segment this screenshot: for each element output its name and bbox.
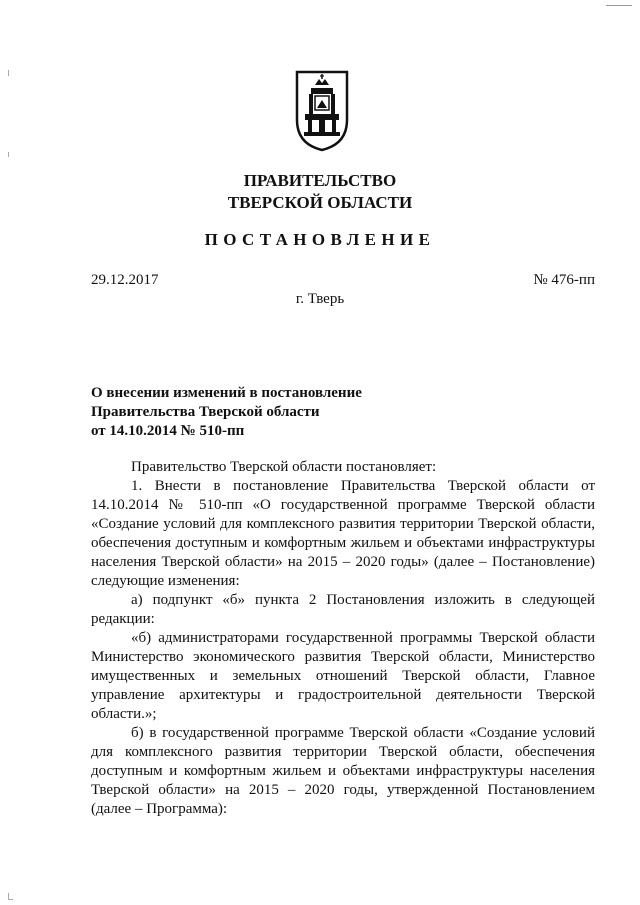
document-subject (91, 384, 511, 441)
body-paragraph: б) в государственной программе Тверской области «Создание условий для комплексного развития территории Тверской области, обеспечения доступным и комфортным жильем и объектами инфраструктуры населения Тверской области» на 2015 – 2020 годы, утвержденной Постановлением (далее – Программа): (91, 725, 595, 817)
body-paragraph: а) подпункт «б» пункта 2 Постановления изложить в следующей редакции: (91, 592, 595, 627)
body-paragraph: 1. Внести в постановление Правительства Тверской области от 14.10.2014 № 510-пп «О государственной программе Тверской области «Создание условий для комплексного развития территории Тверской области, обеспечения доступным и комфортным жильем и объектами инфраструктуры населения Тверской области» на 2015 – 2020 годы» (далее – Постановление) следующие изменения: (91, 478, 595, 589)
body-paragraph: Правительство Тверской области постановляет: (131, 459, 437, 475)
subject-line: Правительства Тверской области (91, 404, 320, 420)
scan-artifact (8, 893, 13, 900)
scan-artifact (8, 70, 9, 76)
scan-artifact (8, 152, 9, 157)
tver-coat-of-arms-icon (293, 68, 351, 152)
document-date: 29.12.2017 (91, 272, 159, 288)
document-body (91, 458, 595, 819)
document-number: № 476-пп (533, 272, 595, 288)
org-name-line1: ПРАВИТЕЛЬСТВО (243, 171, 397, 190)
document-type: ПОСТАНОВЛЕНИЕ (204, 230, 436, 249)
scan-artifact (606, 5, 632, 6)
document-city: г. Тверь (295, 291, 345, 307)
subject-line: О внесении изменений в постановление (91, 385, 362, 401)
subject-line: от 14.10.2014 № 510-пп (91, 423, 245, 439)
org-name-line2: ТВЕРСКОЙ ОБЛАСТИ (227, 193, 413, 212)
body-paragraph: «б) администраторами государственной программы Тверской области Министерство экономического развития Тверской области, Министерство имущественных и земельных отношений Тверской области, Главное управление архитектуры и градостроительной деятельности Тверской области.»; (91, 630, 595, 722)
